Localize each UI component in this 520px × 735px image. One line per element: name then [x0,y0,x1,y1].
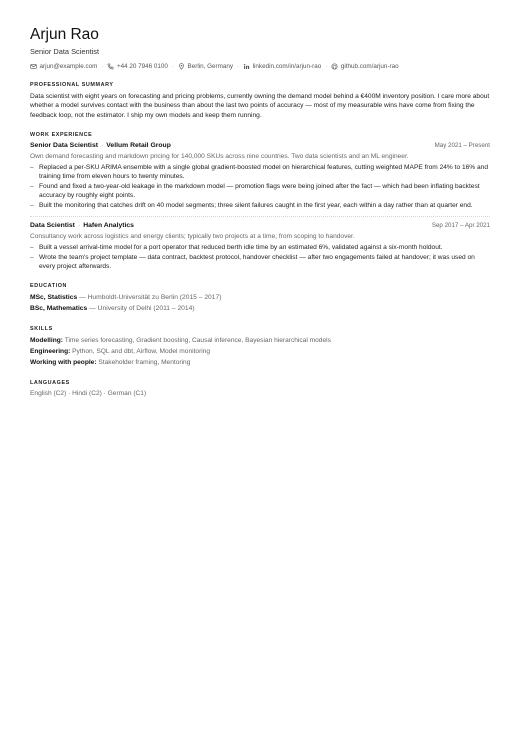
job-dates: May 2021 – Present [434,141,490,149]
job-bullets [30,163,490,210]
candidate-name: Arjun Rao [30,26,99,43]
bullet-text: Wrote the team's project template — data contract, backtest protocol, handover checklist — after two engagements failed at handover; it was used on every project afterwards. [39,253,475,270]
job-divider [30,216,490,217]
job-role: Senior Data Scientist [30,141,98,149]
phone-icon [107,63,114,70]
job-title-line [30,142,171,149]
contact-phone[interactable] [107,63,167,70]
contact-separator: · [237,63,240,70]
contact-separator: · [325,63,328,70]
languages-list: English (C2) · Hindi (C2) · German (C1) [30,390,147,398]
bullet-dash: – [30,243,34,251]
skill-values: Python, SQL and dbt, Airflow, Model monitoring [72,347,211,355]
job-description: Consultancy work across logistics and energy clients; typically two projects at a time, from scoping to handover. [30,232,355,240]
job-company: Vellum Retail Group [106,141,171,149]
job-dates: Sep 2017 – Apr 2021 [431,221,490,229]
skill-group [30,336,490,347]
location-text: Berlin, Germany [187,63,234,70]
bullet-text: Replaced a per-SKU ARIMA ensemble with a single global gradient-boosted model on hierarchical features, cutting weighted MAPE from 24% to 16% and training time from eleven hours to twenty minutes. [39,163,488,181]
skill-label: Engineering: [30,347,71,355]
education-item [30,293,490,304]
job-entry [30,142,490,210]
github-text: github.com/arjun-rao [340,63,399,70]
skill-label: Working with people: [30,358,97,366]
phone-text: +44 20 7946 0100 [116,63,168,70]
skill-values: Stakeholder framing, Mentoring [98,358,191,366]
contact-email[interactable] [30,63,97,70]
job-title-line [30,222,134,229]
education-degree: MSc, Statistics [30,294,78,302]
education-degree: BSc, Mathematics [30,304,88,312]
contact-github[interactable] [331,63,398,70]
skill-values: Time series forecasting, Gradient boosting, Causal inference, Bayesian hierarchical models [64,337,331,345]
job-role: Data Scientist [30,221,75,229]
github-icon [331,63,338,70]
bullet-text: Found and fixed a two-year-old leakage in the markdown model — promotion flags were being joined after the fact — which had been inflating backtest accuracy by roughly eight points. [39,182,480,199]
linkedin-icon [243,63,250,70]
contact-bar [30,63,490,70]
envelope-icon [30,63,37,70]
contact-linkedin[interactable] [243,63,321,70]
job-header [30,222,490,229]
bullet-dash: – [30,253,34,261]
bullet-item [30,201,490,210]
job-bullets [30,243,490,271]
role-company-separator: · [101,141,104,149]
job-company: Hafen Analytics [83,221,134,229]
candidate-headline: Senior Data Scientist [30,47,100,56]
map-pin-icon [178,63,185,70]
contact-separator: · [101,63,104,70]
bullet-dash: – [30,182,34,190]
job-header [30,142,490,149]
skill-group [30,347,490,358]
education-heading: EDUCATION [30,283,68,290]
summary-heading: PROFESSIONAL SUMMARY [30,82,114,88]
role-company-separator: · [77,221,81,229]
summary-text: Data scientist with eight years on forecasting and pricing problems, currently owning the demand model behind a €400M inventory position. I care more about whether a model survives contact with the business than about the last two points of accuracy — most of my measurable wins have come from fixing the feedback loop, not the estimator. I ship my own models and keep them running. [30,93,490,119]
education-detail: — University of Delhi (2011 – 2014) [87,304,195,312]
contact-location [178,63,233,70]
job-description: Own demand forecasting and markdown pricing for 140,000 SKUs across nine countries. Two data scientists and an ML engineer. [30,152,409,160]
linkedin-text: linkedin.com/in/arjun-rao [252,63,322,70]
experience-heading: WORK EXPERIENCE [30,131,93,138]
bullet-item [30,243,490,252]
bullet-item [30,163,490,181]
job-entry [30,222,490,271]
bullet-dash: – [30,201,34,209]
skill-group [30,358,490,369]
bullet-dash: – [30,163,34,171]
email-text: arjun@example.com [39,63,98,70]
bullet-item [30,182,490,200]
bullet-text: Built the monitoring that catches drift on 40 model segments; three silent failures caught in the first year, each within a day rather than at quarter end. [39,201,473,209]
contact-separator: · [171,63,175,70]
bullet-item [30,253,490,271]
bullet-text: Built a vessel arrival-time model for a port operator that reduced berth idle time by an estimated 6%, validated against a six-month holdout. [39,243,443,251]
skills-heading: SKILLS [30,326,53,333]
education-item [30,304,490,315]
languages-heading: LANGUAGES [30,380,70,387]
education-detail: — Humboldt-Universität zu Berlin (2015 – 2017) [77,294,222,302]
skill-label: Modelling: [30,337,63,345]
